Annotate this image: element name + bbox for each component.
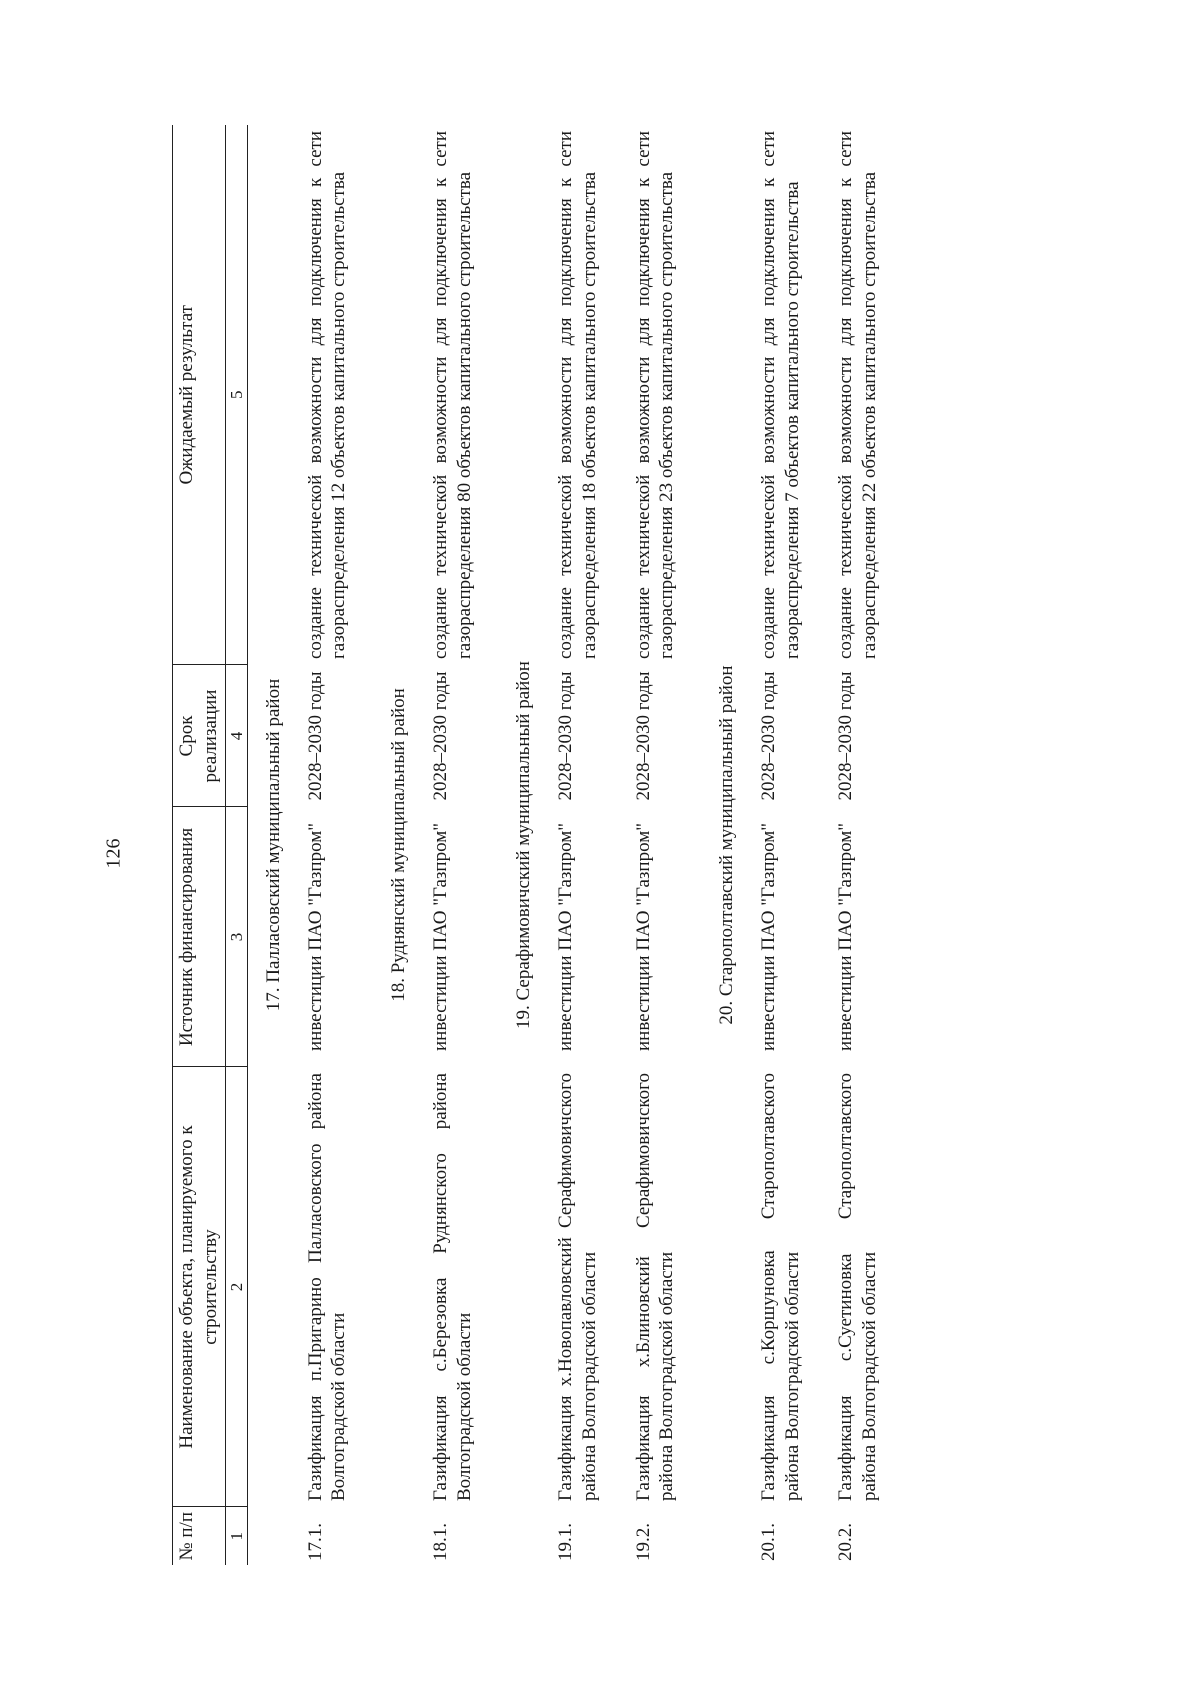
row-term: 2028–2030 годы (429, 671, 451, 801)
row-number: 20.2. (835, 1523, 857, 1561)
header-index-3: 3 (225, 807, 247, 1067)
row-funding-source: инвестиции ПАО "Газпром" (835, 822, 857, 1052)
row-number: 17.1. (304, 1523, 326, 1561)
section-title: 20. Старополтавский муниципальный район (716, 665, 737, 1025)
header-term: Срок реализации (173, 665, 226, 807)
row-number: 19.1. (555, 1523, 576, 1561)
section-row (247, 125, 295, 1565)
row-expected-result: создание технической возможности для подключения к сети газораспределения 22 объектов капитального строительства (835, 131, 880, 659)
row-number: 20.1. (757, 1523, 779, 1561)
row-term: 2028–2030 годы (757, 671, 779, 801)
header-expected-result: Ожидаемый результат (173, 125, 226, 665)
table-row (546, 125, 624, 1565)
page-number: 126 (102, 838, 125, 869)
row-funding-source: инвестиции ПАО "Газпром" (632, 822, 654, 1052)
row-term: 2028–2030 годы (835, 671, 857, 801)
row-funding-source: инвестиции ПАО "Газпром" (304, 822, 326, 1052)
row-object-name: Газификация с.Коршуновка Старополтавского района Волгоградской области (757, 1073, 803, 1501)
header-index-5: 5 (225, 125, 247, 665)
construction-plan-table (172, 125, 904, 1565)
header-funding-source: Источник финансирования (173, 807, 226, 1067)
section-title: 19. Серафимовичский муниципальный район (513, 661, 535, 1029)
row-object-name: Газификация х.Блиновский Серафимовичского района Волгоградской области (632, 1073, 678, 1501)
rotated-table-container (172, 125, 1032, 1565)
section-title: 17. Палласовский муниципальный район (262, 678, 284, 1012)
row-object-name: Газификация с.Суетиновка Старополтавского района Волгоградской области (835, 1073, 880, 1501)
table-body (247, 125, 904, 1565)
row-expected-result: создание технической возможности для подключения к сети газораспределения 12 объектов капитального строительства (304, 131, 350, 659)
section-row (498, 125, 546, 1565)
table-row (421, 125, 499, 1565)
table-row (624, 125, 702, 1565)
row-funding-source: инвестиции ПАО "Газпром" (555, 822, 576, 1052)
row-number: 18.1. (429, 1523, 451, 1561)
row-term: 2028–2030 годы (632, 671, 654, 801)
table-row (749, 125, 827, 1565)
row-funding-source: инвестиции ПАО "Газпром" (429, 822, 451, 1052)
table-row (826, 125, 904, 1565)
row-expected-result: создание технической возможности для подключения к сети газораспределения 23 объектов капитального строительства (632, 131, 678, 659)
row-object-name: Газификация х.Новопавловский Серафимовичского района Волгоградской области (555, 1073, 600, 1501)
header-number: № п/п (173, 1507, 226, 1565)
header-index-4: 4 (225, 665, 247, 807)
header-index-1: 1 (225, 1507, 247, 1565)
section-title: 18. Руднянский муниципальный район (388, 688, 409, 1002)
table-header (173, 125, 248, 1565)
row-object-name: Газификация с.Березовка Руднянского района Волгоградской области (429, 1073, 475, 1501)
row-expected-result: создание технической возможности для подключения к сети газораспределения 7 объектов капитального строительства (757, 131, 803, 659)
row-funding-source: инвестиции ПАО "Газпром" (757, 822, 779, 1052)
row-number: 19.2. (632, 1523, 654, 1561)
table-row (296, 125, 374, 1565)
section-row (701, 125, 749, 1565)
header-index-2: 2 (225, 1067, 247, 1507)
row-object-name: Газификация п.Пригарино Палласовского района Волгоградской области (304, 1073, 350, 1501)
row-expected-result: создание технической возможности для подключения к сети газораспределения 18 объектов капитального строительства (555, 131, 600, 659)
section-row (373, 125, 421, 1565)
row-term: 2028–2030 годы (304, 671, 326, 801)
row-expected-result: создание технической возможности для подключения к сети газораспределения 80 объектов капитального строительства (429, 131, 475, 659)
row-term: 2028–2030 годы (555, 671, 576, 801)
header-object-name: Наименование объекта, планируемого к строительству (173, 1067, 226, 1507)
